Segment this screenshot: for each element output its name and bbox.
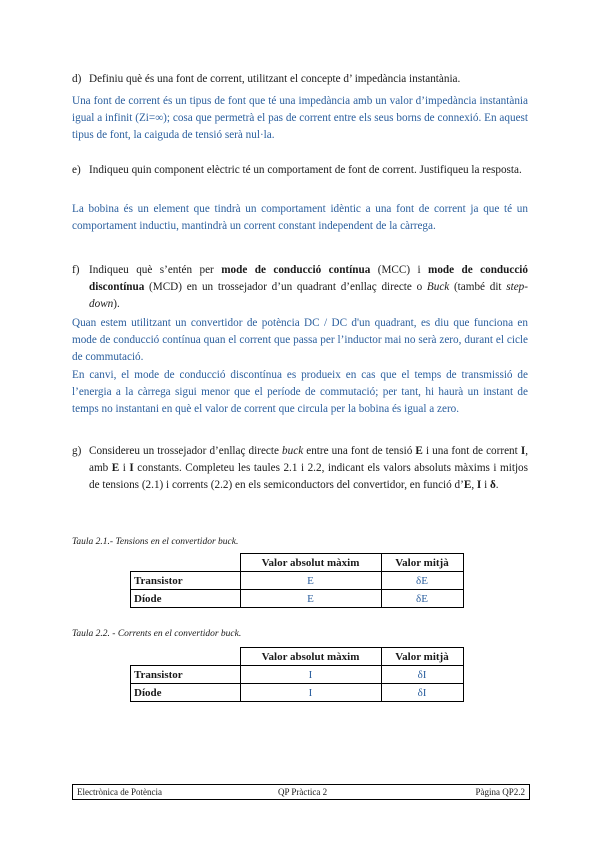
answer-e: La bobina és un element que tindrà un comportament idèntic a una font de corrent ja que té un comportament inductiu, mantindrà un corrent constant independent de la càrrega. <box>72 203 528 232</box>
footer-practice: QP Pràctica 2 <box>278 787 328 797</box>
question-text: Indiqueu què s’entén per mode de conducció contínua (MCC) i mode de conducció discontínua (MCD) en un trossejador d’un quadrant d’enllaç directe o Buck (també dit step-down). <box>89 264 528 310</box>
col-header: Valor absolut màxim <box>240 554 381 572</box>
table-row: Transistor I δI <box>131 666 464 684</box>
col-header: Valor mitjà <box>381 554 463 572</box>
question-e <box>72 162 528 179</box>
question-text: Definiu què és una font de corrent, utilitzant el concepte d’ impedància instantània. <box>89 73 461 85</box>
answer-f-2: En canvi, el mode de conducció discontínua es produeix en cas que el temps de transmissió de l’energia a la càrrega sigui menor que el període de commutació; per tant, hi haurà un instant de temps no instantani en què el valor de corrent que circula per la bobina és igual a zero. <box>72 369 528 415</box>
table-row: Díode E δE <box>131 590 464 608</box>
page-footer <box>72 784 530 800</box>
question-d <box>72 71 528 88</box>
term-mcc: mode de conducció contínua <box>221 264 371 276</box>
question-label: f) <box>72 264 80 276</box>
question-label: g) <box>72 445 82 457</box>
answer-d: Una font de corrent és un tipus de font que té una impedància amb un valor d’impedància instantània igual a infinit (Zi=∞); cosa que permetrà el pas de corrent entre els seus borns de connexió. En aquest tipus de font, la caiguda de tensió serà nul·la. <box>72 95 528 141</box>
question-label: e) <box>72 164 81 176</box>
question-text: Considereu un trossejador d’enllaç directe buck entre una font de tensió E i una font de corrent I, amb E i I constants. Completeu les taules 2.1 i 2.2, indicant els valors absoluts màxims i mitjos de tensions (2.1) i corrents (2.2) en els semiconductors del convertidor, en funció d’E, I i δ. <box>89 445 529 491</box>
term-mcd: mode de conducció discontínua <box>89 264 528 293</box>
question-label: d) <box>72 73 82 85</box>
answer-f-1: Quan estem utilitzant un convertidor de potència DC / DC d'un quadrant, es diu que funciona en mode de conducció contínua quan el corrent que passa per l’inductor mai no serà zero, durant el cicle de commutació. <box>72 317 528 363</box>
question-text: Indiqueu quin component elèctric té un comportament de font de corrent. Justifiqueu la resposta. <box>89 164 522 176</box>
table-row: Transistor E δE <box>131 572 464 590</box>
footer-course: Electrònica de Potència <box>77 787 162 797</box>
current-table <box>130 647 464 702</box>
table-caption: Taula 2.1.- Tensions en el convertidor buck. <box>72 537 239 547</box>
table-row: Díode I δI <box>131 684 464 702</box>
question-f <box>72 262 528 313</box>
col-header: Valor absolut màxim <box>240 648 381 666</box>
question-g <box>72 443 528 494</box>
table-caption: Taula 2.2. - Corrents en el convertidor buck. <box>72 629 242 639</box>
voltage-table <box>130 553 464 608</box>
col-header: Valor mitjà <box>381 648 463 666</box>
footer-page-number: Pàgina QP2.2 <box>475 787 525 797</box>
